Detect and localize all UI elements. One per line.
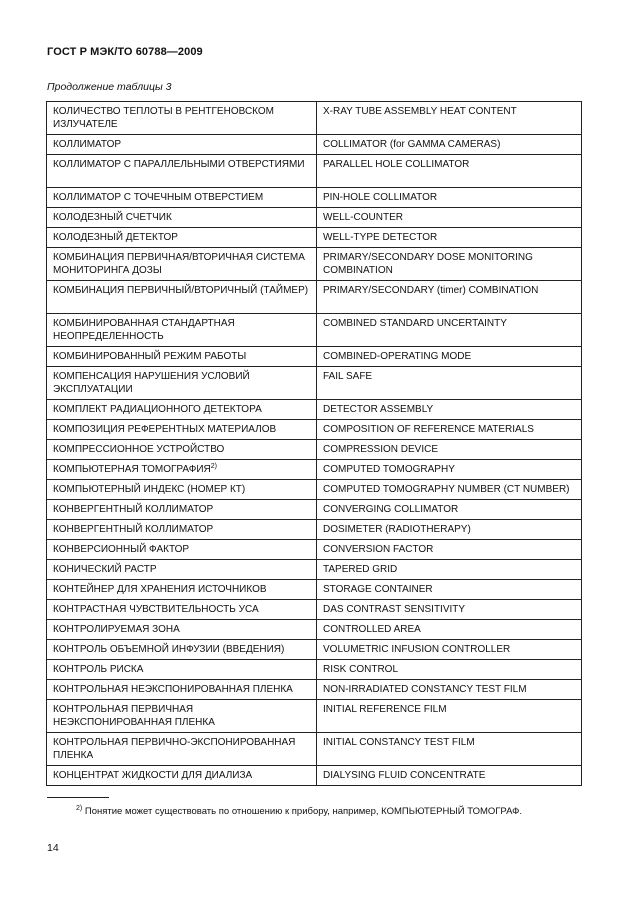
term-english: TAPERED GRID <box>317 560 582 580</box>
term-russian-text: КОНТРОЛИРУЕМАЯ ЗОНА <box>53 624 180 635</box>
term-russian <box>47 560 317 580</box>
term-russian-text: КОЛЛИМАТОР С ПАРАЛЛЕЛЬНЫМИ ОТВЕРСТИЯМИ <box>53 159 305 170</box>
table-row <box>47 347 582 367</box>
table-row <box>47 520 582 540</box>
term-russian-text: КОНТРОЛЬНАЯ ПЕРВИЧНО-ЭКСПОНИРОВАННАЯ ПЛЕНКА <box>53 737 296 761</box>
term-russian <box>47 420 317 440</box>
term-russian <box>47 733 317 766</box>
term-russian <box>47 347 317 367</box>
term-russian <box>47 766 317 786</box>
term-english: RISK CONTROL <box>317 660 582 680</box>
table-row <box>47 620 582 640</box>
term-russian-text: КОНТЕЙНЕР ДЛЯ ХРАНЕНИЯ ИСТОЧНИКОВ <box>53 584 267 595</box>
term-russian <box>47 102 317 135</box>
table-row <box>47 640 582 660</box>
term-russian <box>47 500 317 520</box>
table-row <box>47 600 582 620</box>
term-english: COMBINED STANDARD UNCERTAINTY <box>317 314 582 347</box>
table-row <box>47 440 582 460</box>
term-russian <box>47 620 317 640</box>
page-number: 14 <box>47 842 59 854</box>
term-russian-text: КОНТРОЛЬНАЯ ПЕРВИЧНАЯ НЕЭКСПОНИРОВАННАЯ ПЛЕНКА <box>53 704 215 728</box>
term-russian-text: КОЛОДЕЗНЫЙ ДЕТЕКТОР <box>53 232 178 243</box>
term-russian <box>47 660 317 680</box>
table-row <box>47 660 582 680</box>
term-russian <box>47 640 317 660</box>
term-russian <box>47 540 317 560</box>
term-english: FAIL SAFE <box>317 367 582 400</box>
term-russian-text: КОНТРАСТНАЯ ЧУВСТВИТЕЛЬНОСТЬ УСА <box>53 604 259 615</box>
term-english: VOLUMETRIC INFUSION CONTROLLER <box>317 640 582 660</box>
term-english: CONVERGING COLLIMATOR <box>317 500 582 520</box>
term-english: DOSIMETER (RADIOTHERAPY) <box>317 520 582 540</box>
term-english: CONTROLLED AREA <box>317 620 582 640</box>
term-english: CONVERSION FACTOR <box>317 540 582 560</box>
term-russian-text: КОМПОЗИЦИЯ РЕФЕРЕНТНЫХ МАТЕРИАЛОВ <box>53 424 277 435</box>
term-english: INITIAL REFERENCE FILM <box>317 700 582 733</box>
table-row <box>47 500 582 520</box>
table-row <box>47 480 582 500</box>
term-english: COMPUTED TOMOGRAPHY NUMBER (CT NUMBER) <box>317 480 582 500</box>
document-header: ГОСТ Р МЭК/ТО 60788—2009 <box>47 46 203 58</box>
term-english: PRIMARY/SECONDARY (timer) COMBINATION <box>317 281 582 314</box>
table-row <box>47 314 582 347</box>
table-row <box>47 208 582 228</box>
footnote-marker: 2) <box>76 805 83 812</box>
table-row <box>47 367 582 400</box>
term-english: COMPOSITION OF REFERENCE MATERIALS <box>317 420 582 440</box>
term-english: DIALYSING FLUID CONCENTRATE <box>317 766 582 786</box>
term-russian-text: КОЛЛИМАТОР <box>53 139 122 150</box>
footnote-text: Понятие может существовать по отношению к прибору, например, КОМПЬЮТЕРНЫЙ ТОМОГРАФ. <box>84 806 523 817</box>
term-russian <box>47 400 317 420</box>
term-english: DAS CONTRAST SENSITIVITY <box>317 600 582 620</box>
term-russian-text: КОНТРОЛЬ РИСКА <box>53 664 144 675</box>
terms-table-body <box>47 102 582 786</box>
table-row <box>47 460 582 480</box>
term-english: PIN-HOLE COLLIMATOR <box>317 188 582 208</box>
table-row <box>47 540 582 560</box>
term-russian <box>47 440 317 460</box>
term-russian <box>47 680 317 700</box>
table-row <box>47 400 582 420</box>
table-caption: Продолжение таблицы 3 <box>47 81 172 93</box>
term-russian-text: КОМБИНИРОВАННАЯ СТАНДАРТНАЯ НЕОПРЕДЕЛЕННОСТЬ <box>53 318 235 342</box>
table-row <box>47 102 582 135</box>
table-row <box>47 228 582 248</box>
term-russian <box>47 700 317 733</box>
table-row <box>47 733 582 766</box>
term-russian-text: КОМПЬЮТЕРНЫЙ ИНДЕКС (НОМЕР КТ) <box>53 484 246 495</box>
term-english: INITIAL CONSTANCY TEST FILM <box>317 733 582 766</box>
footnote <box>76 806 522 817</box>
term-russian <box>47 580 317 600</box>
term-russian-text: КОМБИНАЦИЯ ПЕРВИЧНЫЙ/ВТОРИЧНЫЙ (ТАЙМЕР) <box>53 285 309 296</box>
table-row <box>47 680 582 700</box>
term-russian-text: КОНВЕРСИОННЫЙ ФАКТОР <box>53 544 190 555</box>
term-english: X-RAY TUBE ASSEMBLY HEAT CONTENT <box>317 102 582 135</box>
term-russian-text: КОЛИЧЕСТВО ТЕПЛОТЫ В РЕНТГЕНОВСКОМ ИЗЛУЧАТЕЛЕ <box>53 106 274 130</box>
term-russian <box>47 367 317 400</box>
term-english: NON-IRRADIATED CONSTANCY TEST FILM <box>317 680 582 700</box>
term-russian-text: КОМБИНИРОВАННЫЙ РЕЖИМ РАБОТЫ <box>53 351 247 362</box>
term-russian-text: КОМПЕНСАЦИЯ НАРУШЕНИЯ УСЛОВИЙ ЭКСПЛУАТАЦИИ <box>53 371 250 395</box>
table-row <box>47 281 582 314</box>
term-russian-text: КОМПЛЕКТ РАДИАЦИОННОГО ДЕТЕКТОРА <box>53 404 262 415</box>
term-russian <box>47 228 317 248</box>
term-russian-text: КОНВЕРГЕНТНЫЙ КОЛЛИМАТОР <box>53 524 214 535</box>
table-row <box>47 188 582 208</box>
term-english: COMPRESSION DEVICE <box>317 440 582 460</box>
table-row <box>47 766 582 786</box>
term-russian <box>47 248 317 281</box>
term-russian-text: КОМБИНАЦИЯ ПЕРВИЧНАЯ/ВТОРИЧНАЯ СИСТЕМА МОНИТОРИНГА ДОЗЫ <box>53 252 305 276</box>
term-russian-text: КОМПЬЮТЕРНАЯ ТОМОГРАФИЯ <box>53 464 211 475</box>
term-english: STORAGE CONTAINER <box>317 580 582 600</box>
table-row <box>47 135 582 155</box>
term-russian-text: КОЛЛИМАТОР С ТОЧЕЧНЫМ ОТВЕРСТИЕМ <box>53 192 264 203</box>
term-english: PARALLEL HOLE COLLIMATOR <box>317 155 582 188</box>
term-english: COMBINED-OPERATING MODE <box>317 347 582 367</box>
footnote-reference: 2) <box>210 463 217 470</box>
term-russian <box>47 480 317 500</box>
term-russian-text: КОНЦЕНТРАТ ЖИДКОСТИ ДЛЯ ДИАЛИЗА <box>53 770 253 781</box>
term-russian-text: КОНТРОЛЬ ОБЪЕМНОЙ ИНФУЗИИ (ВВЕДЕНИЯ) <box>53 644 285 655</box>
term-english: WELL-COUNTER <box>317 208 582 228</box>
term-russian <box>47 208 317 228</box>
term-russian <box>47 314 317 347</box>
term-english: COLLIMATOR (for GAMMA CAMERAS) <box>317 135 582 155</box>
term-russian-text: КОНТРОЛЬНАЯ НЕЭКСПОНИРОВАННАЯ ПЛЕНКА <box>53 684 293 695</box>
term-english: PRIMARY/SECONDARY DOSE MONITORING COMBINATION <box>317 248 582 281</box>
term-russian-text: КОМПРЕССИОННОЕ УСТРОЙСТВО <box>53 444 225 455</box>
term-russian <box>47 600 317 620</box>
terms-table <box>46 101 582 786</box>
term-russian <box>47 460 317 480</box>
term-russian-text: КОЛОДЕЗНЫЙ СЧЕТЧИК <box>53 212 172 223</box>
term-russian-text: КОНИЧЕСКИЙ РАСТР <box>53 564 157 575</box>
term-russian <box>47 520 317 540</box>
table-row <box>47 580 582 600</box>
term-russian <box>47 188 317 208</box>
term-russian <box>47 281 317 314</box>
term-russian <box>47 135 317 155</box>
term-russian <box>47 155 317 188</box>
term-english: COMPUTED TOMOGRAPHY <box>317 460 582 480</box>
term-english: WELL-TYPE DETECTOR <box>317 228 582 248</box>
table-row <box>47 420 582 440</box>
term-russian-text: КОНВЕРГЕНТНЫЙ КОЛЛИМАТОР <box>53 504 214 515</box>
table-row <box>47 700 582 733</box>
table-row <box>47 248 582 281</box>
term-english: DETECTOR ASSEMBLY <box>317 400 582 420</box>
footnote-divider <box>47 797 109 798</box>
table-row <box>47 155 582 188</box>
table-row <box>47 560 582 580</box>
